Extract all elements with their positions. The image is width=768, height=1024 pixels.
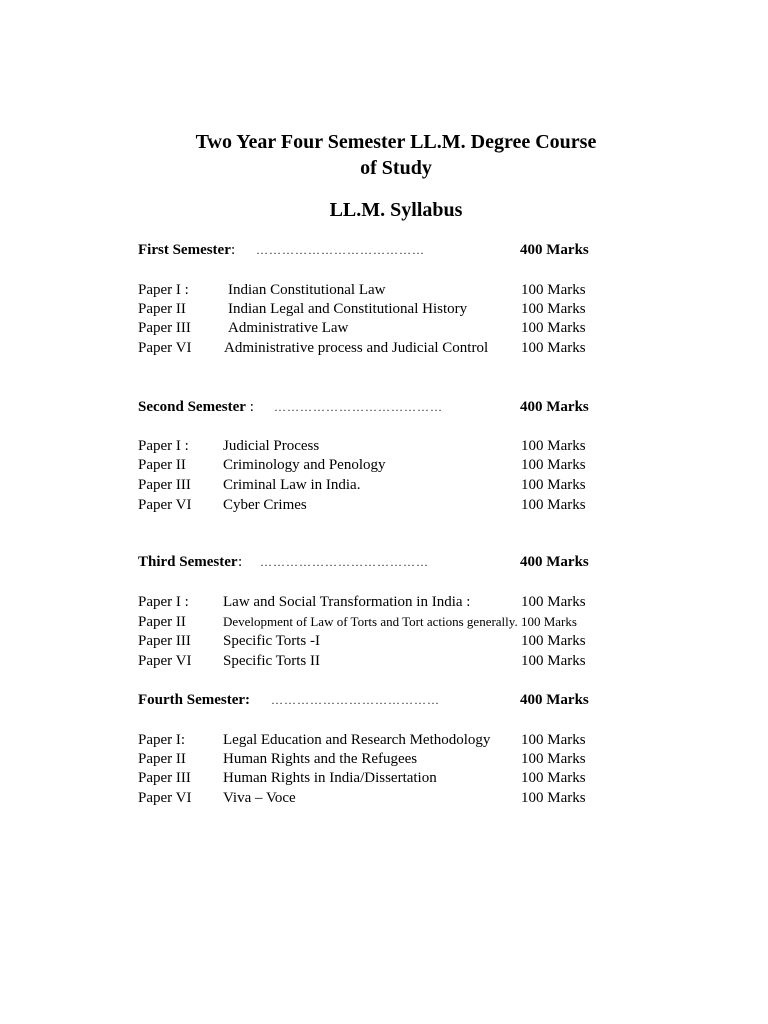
semester-leader-dots: …………………………………	[271, 693, 440, 707]
paper-title: Administrative process and Judicial Control	[224, 340, 489, 356]
semester-header	[138, 690, 608, 710]
paper-row	[138, 280, 618, 300]
paper-row	[138, 436, 618, 456]
semester-total-marks: 400 Marks	[520, 554, 589, 570]
paper-row	[138, 592, 618, 612]
paper-row	[138, 338, 618, 358]
paper-code: Paper II	[138, 751, 186, 767]
paper-marks: 100 Marks	[521, 438, 586, 454]
paper-marks: 100 Marks	[521, 790, 586, 806]
paper-code: Paper II	[138, 457, 186, 473]
paper-row	[138, 631, 618, 651]
paper-row	[138, 730, 618, 750]
paper-code: Paper I :	[138, 438, 189, 454]
paper-code: Paper III	[138, 320, 191, 336]
paper-row	[138, 455, 618, 475]
semester-total-marks: 400 Marks	[520, 399, 589, 415]
paper-title: Criminology and Penology	[223, 457, 386, 473]
semester-leader-dots: …………………………………	[260, 555, 429, 569]
paper-code: Paper I :	[138, 282, 189, 298]
semester-separator: :	[246, 399, 254, 415]
paper-marks: 100 Marks	[521, 770, 586, 786]
paper-code: Paper III	[138, 633, 191, 649]
paper-title: Indian Constitutional Law	[228, 282, 386, 298]
paper-title: Viva – Voce	[223, 790, 296, 806]
semester-total-marks: 400 Marks	[520, 692, 589, 708]
paper-title: Specific Torts -I	[223, 633, 320, 649]
paper-code: Paper III	[138, 477, 191, 493]
paper-row	[138, 788, 618, 808]
document-title-continued: of Study	[360, 157, 432, 179]
paper-code: Paper VI	[138, 790, 192, 806]
paper-code: Paper I :	[138, 594, 189, 610]
paper-row	[138, 749, 618, 769]
paper-marks: 100 Marks	[521, 320, 586, 336]
paper-marks: 100 Marks	[521, 732, 586, 748]
semester-header	[138, 240, 608, 260]
semester-header	[138, 397, 608, 417]
document-subtitle: LL.M. Syllabus	[329, 199, 463, 221]
paper-marks: 100 Marks	[521, 301, 586, 317]
paper-title: Criminal Law in India.	[223, 477, 361, 493]
semester-leader-dots: …………………………………	[256, 243, 425, 257]
paper-code: Paper II	[138, 301, 186, 317]
paper-row	[138, 299, 618, 319]
paper-marks: 100 Marks	[521, 477, 586, 493]
semester-name: Third Semester	[138, 554, 238, 570]
document-title: Two Year Four Semester LL.M. Degree Course	[195, 131, 597, 153]
paper-row	[138, 475, 618, 495]
paper-code: Paper II	[138, 614, 186, 630]
paper-marks: 100 Marks	[521, 457, 586, 473]
paper-title: Judicial Process	[223, 438, 320, 454]
paper-row	[138, 495, 618, 515]
paper-marks: 100 Marks	[521, 282, 586, 298]
paper-row	[138, 768, 618, 788]
paper-row	[138, 651, 618, 671]
paper-row	[138, 318, 618, 338]
paper-marks: 100 Marks	[521, 340, 586, 356]
paper-title: Specific Torts II	[223, 653, 320, 669]
paper-marks: 100 Marks	[521, 633, 586, 649]
semester-separator: :	[238, 554, 243, 570]
semester-name: Second Semester	[138, 399, 246, 415]
paper-code: Paper III	[138, 770, 191, 786]
paper-title: Human Rights in India/Dissertation	[223, 770, 437, 786]
paper-code: Paper VI	[138, 653, 192, 669]
paper-title: Indian Legal and Constitutional History	[228, 301, 468, 317]
paper-marks: 100 Marks	[521, 751, 586, 767]
paper-title: Cyber Crimes	[223, 497, 307, 513]
paper-title: Development of Law of Torts and Tort actions generally. 100 Marks	[223, 614, 577, 629]
paper-row	[138, 612, 618, 632]
paper-marks: 100 Marks	[521, 594, 586, 610]
semester-separator: :	[231, 242, 236, 258]
paper-title: Law and Social Transformation in India :	[223, 594, 471, 610]
paper-marks: 100 Marks	[521, 653, 586, 669]
semester-name: First Semester	[138, 242, 231, 258]
paper-title: Legal Education and Research Methodology	[223, 732, 491, 748]
semester-total-marks: 400 Marks	[520, 242, 589, 258]
paper-title: Administrative Law	[228, 320, 349, 336]
semester-leader-dots: …………………………………	[274, 400, 443, 414]
semester-header	[138, 552, 608, 572]
semester-name: Fourth Semester:	[138, 692, 251, 708]
paper-title: Human Rights and the Refugees	[223, 751, 418, 767]
paper-code: Paper VI	[138, 340, 192, 356]
paper-code: Paper VI	[138, 497, 192, 513]
paper-marks: 100 Marks	[521, 497, 586, 513]
paper-code: Paper I:	[138, 732, 186, 748]
